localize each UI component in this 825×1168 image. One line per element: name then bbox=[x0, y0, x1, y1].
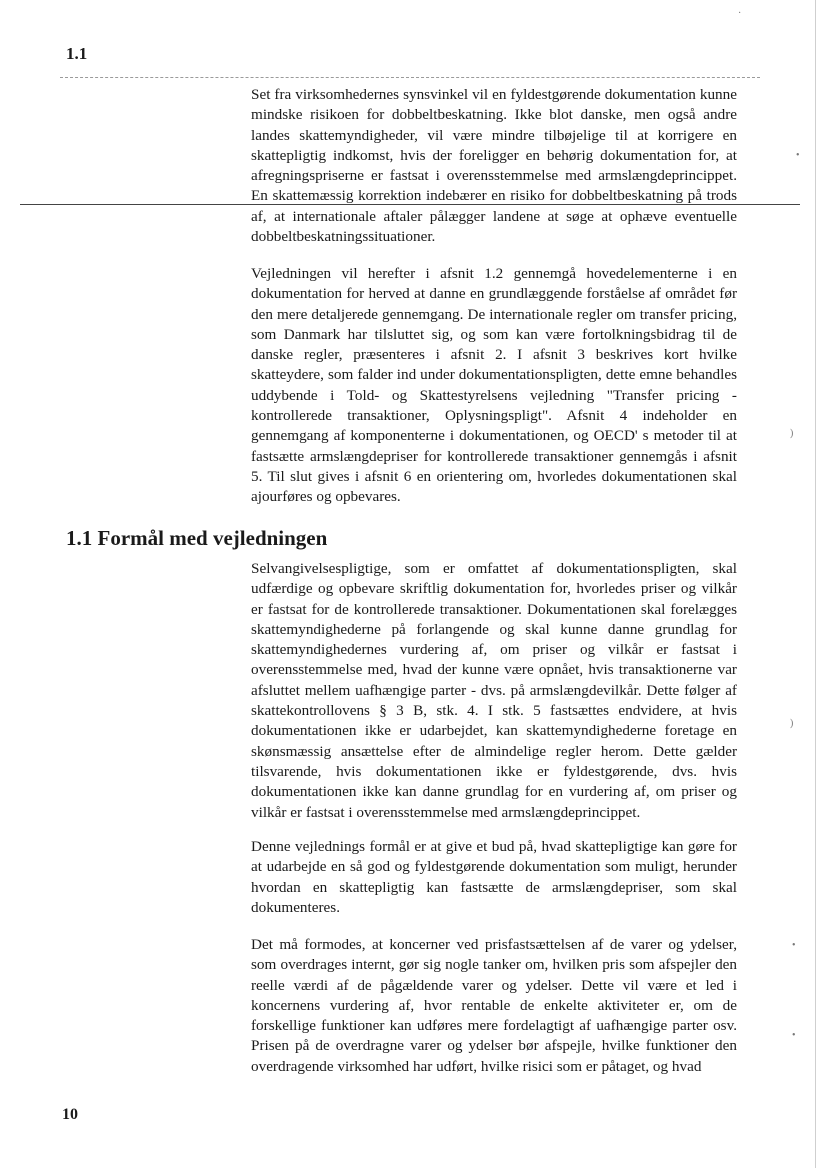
scan-speck: · bbox=[738, 8, 742, 19]
scan-speck: • bbox=[792, 1030, 796, 1041]
body-text-block bbox=[251, 264, 737, 508]
paragraph-documentation-duty: Selvangivelsespligtige, som er omfattet af dokumentationspligten, skal udfærdige og opbevare skriftlig dokumentation for, hvorledes priser og vilkår er fastsat for de kontrollerede transaktioner. Dokumentationen skal forelægges skattemyndighederne på forlangende og skal kunne danne grundlag for skattemyndighedernes vurdering af, om priser og vilkår er fastsat i overensstemmelse med, hvad der kunne være opnået, hvis transaktionerne var afsluttet mellem uafhængige parter - dvs. på armslængdevilkår. Dette følger af skattekontrollovens § 3 B, stk. 4. I stk. 5 fastsættes endvidere, at hvis dokumentationen ikke er udarbejdet, kan skattemyndighederne foretage en skønsmæssig ansættelse efter de almindelige regler herom. Dette gælder tilsvarende, hvis dokumentationen ikke er fyldestgørende, dvs. hvis dokumentationen ikke kan danne grundlag for en vurdering af, om priser og vilkår er fastsat i overensstemmelse med armslængdeprincippet. bbox=[251, 560, 737, 821]
paragraph-pricing-assumption: Det må formodes, at koncerner ved prisfastsættelsen af de varer og ydelser, som overdrages internt, gør sig nogle tanker om, hvilken pris som afspejler den reelle værdi af de pågældende varer og ydelser. Dette vil være et led i koncernens vurdering af, hvor rentable de enkelte aktiviteter er, om de forskellige funktioner kan udføres mere fordelagtigt af uafhængige parter osv. Prisen på de overdragne varer og ydelser bør afspejle, hvilke funktioner den overdragende virksomhed har udført, hvilke risici som er påtaget, og hvad bbox=[251, 936, 737, 1075]
scan-speck: ) bbox=[790, 428, 794, 439]
body-text-block bbox=[251, 559, 737, 823]
paragraph-guide-purpose: Denne vejlednings formål er at give et bud på, hvad skattepligtige kan gøre for at udarbejde en så god og fyldestgørende dokumentation som muligt, herunder hvordan en skattepligtig kan fastsætte de armslængdepriser, som skal dokumenteres. bbox=[251, 838, 737, 916]
body-text-block bbox=[251, 85, 737, 247]
header-rule bbox=[60, 77, 760, 78]
scan-edge-line bbox=[815, 0, 816, 1168]
section-heading: 1.1 Formål med vejledningen bbox=[66, 526, 328, 550]
page-number: 10 bbox=[62, 1106, 78, 1123]
scan-artifact-line bbox=[20, 204, 800, 205]
scan-speck: • bbox=[792, 940, 796, 951]
body-text-block bbox=[251, 935, 737, 1077]
scan-speck: ) bbox=[790, 718, 794, 729]
scan-speck: • bbox=[796, 150, 800, 161]
paragraph-guide-overview: Vejledningen vil herefter i afsnit 1.2 gennemgå hovedelementerne i en dokumentation for herved at danne en grundlæggende forståelse af området før den mere detaljerede gennemgang. De internationale regler om transfer pricing, som Danmark har tilsluttet sig, og som kan være fortolkningsbidrag til de danske regler, præsenteres i afsnit 2. I afsnit 3 beskrives kort hvilke skatteydere, som falder ind under dokumentationspligten, dette emne behandles uddybende i Told- og Skattestyrelsens vejledning "Transfer pricing - kontrollerede transaktioner, Oplysningspligt". Afsnit 4 indeholder en gennemgang af komponenterne i dokumentationen, og OECD' s metoder til at fastsætte armslængdepriser for kontrollerede transaktioner gennemgås i afsnit 5. Til slut gives i afsnit 6 en orientering om, hvorledes dokumentationen skal ajourføres og opbevares. bbox=[251, 265, 737, 506]
running-head: 1.1 bbox=[66, 44, 88, 63]
body-text-block bbox=[251, 837, 737, 918]
paragraph-double-taxation: Set fra virksomhedernes synsvinkel vil en fyldestgørende dokumentation kunne mindske risikoen for dobbeltbeskatning. Ikke blot danske, men også andre landes skattemyndigheder, vil være mindre tilbøjelige til at korrigere en skattepligtig indkomst, hvis der foreligger en behørig dokumentation for, at afregningspriserne er fastsat i overensstemmelse med armslængdeprincippet. En skattemæssig korrektion indebærer en risiko for dobbeltbeskatning på trods af, at internationale aftaler pålægger landene at søge at ophæve eventuelle dobbeltbeskatningssituationer. bbox=[251, 86, 737, 246]
